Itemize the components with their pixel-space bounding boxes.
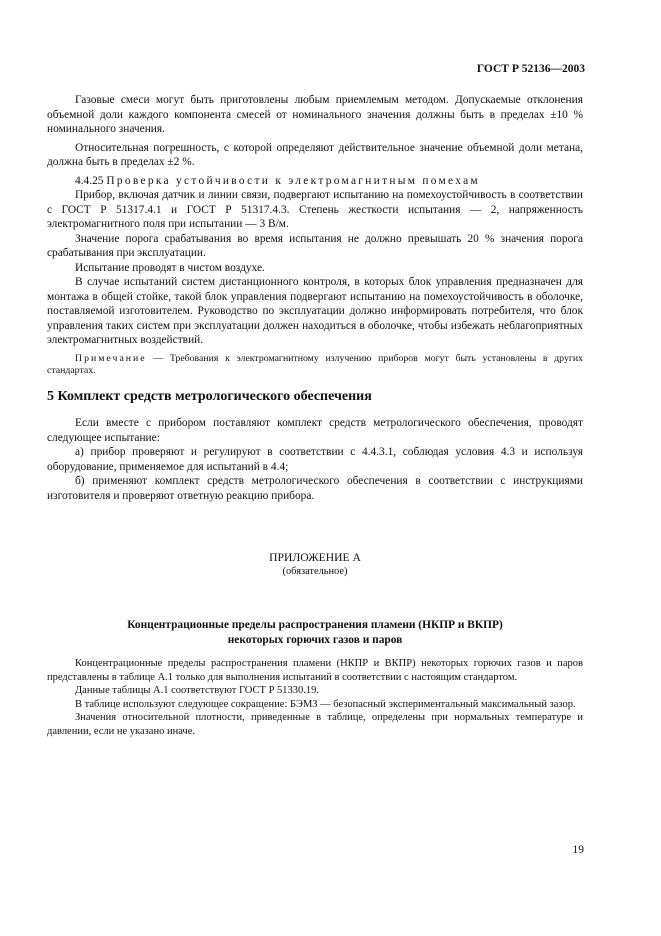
remote-control-paragraph: В случае испытаний систем дистанционного контроля, в которых блок управления предназначен для монтажа в общей стойке, такой блок управления подвергают испытанию на помехоустойчивость в оболочке, поставляемой изготовителем. Руководство по эксплуатации должно информировать потребителя, что блок управления таких систем при эксплуатации должен находиться в оболочке, чтобы избежать неблагоприятных электромагнитных воздействий. — [47, 276, 583, 346]
appendix-subtitle-line2: некоторых горючих газов и паров — [227, 633, 403, 646]
section-4-4-25-heading — [47, 174, 583, 189]
note-label: Примечание — [75, 352, 147, 364]
standard-code-header: ГОСТ Р 52136—2003 — [476, 63, 585, 75]
section-5-heading: 5 Комплект средств метрологического обеспечения — [47, 388, 372, 404]
appendix-status: (обязательное) — [282, 566, 348, 577]
appendix-title: ПРИЛОЖЕНИЕ А — [269, 551, 361, 564]
list-item-b: б) применяют комплект средств метрологического обеспечения в соответствии с инструкциями изготовителя и проверяют ответную реакцию прибора. — [47, 475, 583, 502]
threshold-paragraph: Значение порога срабатывания во время испытания не должно превышать 20 % значения порога срабатывания при эксплуатации. — [47, 232, 583, 259]
appendix-subtitle-line1: Концентрационные пределы распространения пламени (НКПР и ВКПР) — [127, 619, 503, 631]
note-text: — Требования к электромагнитному излучению приборов могут быть установлены в других стандартах. — [47, 352, 583, 376]
emc-test-paragraph: Прибор, включая датчик и линии связи, подвергают испытанию на помехоустойчивость в соответствии с ГОСТ Р 51317.4.1 и ГОСТ Р 51317.4.3. Степень жесткости испытания — 2, напряженность электромагнитного поля при испытании — 3 В/м. — [47, 189, 583, 230]
page-number: 19 — [572, 844, 584, 856]
main-text — [47, 93, 583, 503]
appendix-paragraph-4: Значения относительной плотности, приведенные в таблице, определены при нормальных температуре и давлении, если не указано иначе. — [47, 712, 583, 737]
appendix-paragraph-1: Концентрационные пределы распространения пламени (НКПР и ВКПР) некоторых горючих газов и паров представлены в таблице А.1 только для выполнения испытаний в соответствии с настоящим стандартом. — [47, 658, 583, 683]
clean-air-paragraph: Испытание проводят в чистом воздухе. — [75, 261, 265, 274]
appendix-subtitle — [47, 618, 583, 647]
metrology-intro-paragraph: Если вместе с прибором поставляют комплект средств метрологического обеспечения, проводят следующее испытание: — [47, 417, 583, 444]
appendix-title-block — [47, 551, 583, 578]
section-title: Проверка устойчивости к электромагнитным помехам — [106, 174, 480, 187]
gas-mixtures-paragraph: Газовые смеси могут быть приготовлены любым приемлемым методом. Допускаемые отклонения объемной доли каждого компонента смесей от номинального значения должны быть в пределах ±10 % номинального значения. — [47, 94, 583, 135]
section-number: 4.4.25 — [75, 174, 104, 187]
appendix-text — [47, 657, 583, 738]
note-paragraph — [47, 353, 583, 378]
appendix-paragraph-3: В таблице используют следующее сокращение: БЭМЗ — безопасный экспериментальный максимальный зазор. — [75, 698, 576, 710]
methane-error-paragraph: Относительная погрешность, с которой определяют действительное значение объемной доли метана, должна быть в пределах ±2 %. — [47, 141, 583, 168]
list-item-a: а) прибор проверяют и регулируют в соответствии с 4.4.3.1, соблюдая условия 4.3 и используя оборудование, применяемое для испытаний в 4.4; — [47, 446, 583, 473]
appendix-paragraph-2: Данные таблицы А.1 соответствуют ГОСТ Р 51330.19. — [75, 685, 320, 696]
